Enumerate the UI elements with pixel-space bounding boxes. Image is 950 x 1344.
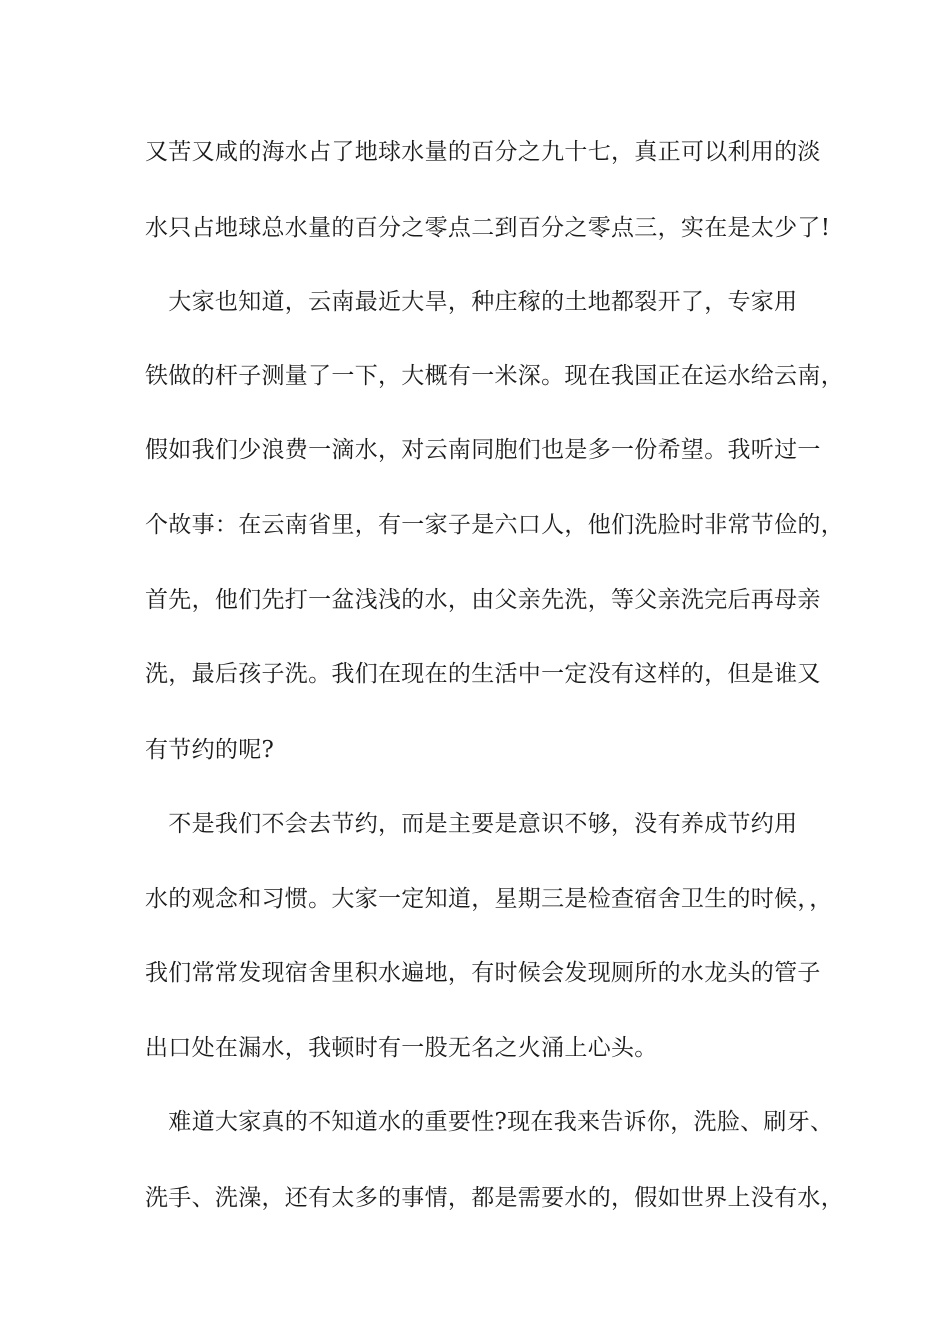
text-line: 难道大家真的不知道水的重要性?现在我来告诉你，洗脸、刷牙、 (145, 1109, 834, 1135)
text-line: 我们常常发现宿舍里积水遍地，有时候会发现厕所的水龙头的管子 (145, 960, 821, 986)
text-line: 铁做的杆子测量了一下，大概有一米深。现在我国正在运水给云南， (145, 363, 844, 389)
text-line: 洗，最后孩子洗。我们在现在的生活中一定没有这样的，但是谁又 (145, 661, 821, 687)
text-line: 个故事：在云南省里，有一家子是六口人，他们洗脸时非常节俭的， (145, 512, 844, 538)
text-line: 首先，他们先打一盆浅浅的水，由父亲先洗，等父亲洗完后再母亲 (145, 587, 821, 613)
text-line: 不是我们不会去节约，而是主要是意识不够，没有养成节约用 (145, 811, 798, 837)
text-line: 有节约的呢? (145, 737, 275, 763)
text-line: 又苦又咸的海水占了地球水量的百分之九十七，真正可以利用的淡 (145, 139, 821, 165)
text-line: 洗手、洗澡，还有太多的事情，都是需要水的，假如世界上没有水， (145, 1185, 844, 1211)
text-line: 假如我们少浪费一滴水，对云南同胞们也是多一份希望。我听过一 (145, 437, 821, 463)
text-line: 水只占地球总水量的百分之零点二到百分之零点三，实在是太少了! (145, 215, 831, 241)
text-line: 水的观念和习惯。大家一定知道，星期三是检查宿舍卫生的时候，， (145, 886, 833, 912)
text-line: 大家也知道，云南最近大旱，种庄稼的土地都裂开了，专家用 (145, 289, 798, 315)
text-line: 出口处在漏水，我顿时有一股无名之火涌上心头。 (145, 1035, 658, 1061)
